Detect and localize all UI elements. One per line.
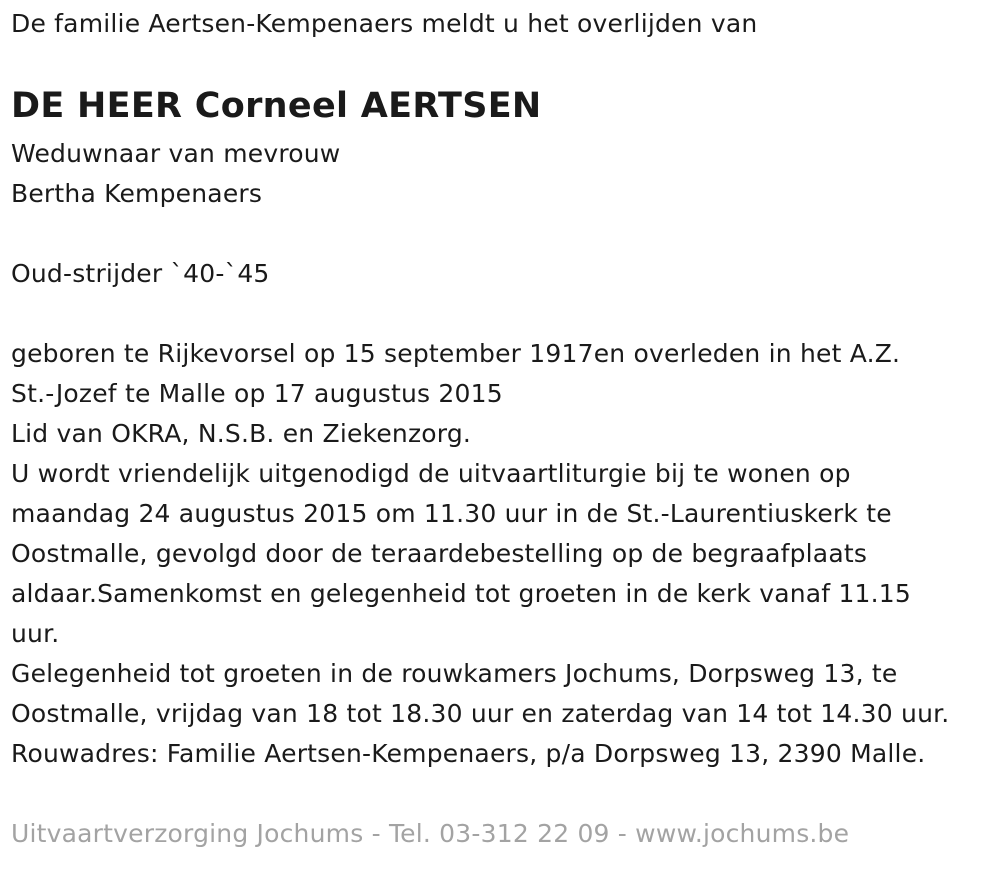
- body-line: Oostmalle, gevolgd door de teraardebestelling op de begraafplaats: [11, 539, 868, 568]
- mourning-address: Rouwadres: Familie Aertsen-Kempenaers, p/a Dorpsweg 13, 2390 Malle.: [11, 739, 926, 768]
- body-line: St.-Jozef te Malle op 17 augustus 2015: [11, 379, 503, 408]
- body-line: geboren te Rijkevorsel op 15 september 1917en overleden in het A.Z.: [11, 339, 901, 368]
- relation-line-1: Weduwnaar van mevrouw: [11, 139, 341, 168]
- relation-line-2: Bertha Kempenaers: [11, 179, 263, 208]
- deceased-name: DE HEER Corneel AERTSEN: [11, 86, 542, 126]
- body-line: Lid van OKRA, N.S.B. en Ziekenzorg.: [11, 419, 472, 448]
- body-line: maandag 24 augustus 2015 om 11.30 uur in de St.-Laurentiuskerk te: [11, 499, 892, 528]
- body-line: Gelegenheid tot groeten in de rouwkamers Jochums, Dorpsweg 13, te: [11, 659, 898, 688]
- body-line: uur.: [11, 619, 60, 648]
- body-line: U wordt vriendelijk uitgenodigd de uitvaartliturgie bij te wonen op: [11, 459, 851, 488]
- body-line: aldaar.Samenkomst en gelegenheid tot groeten in de kerk vanaf 11.15: [11, 579, 912, 608]
- veteran-title: Oud-strijder `40-`45: [11, 259, 270, 288]
- body-line: Oostmalle, vrijdag van 18 tot 18.30 uur en zaterdag van 14 tot 14.30 uur.: [11, 699, 950, 728]
- intro-text: De familie Aertsen-Kempenaers meldt u het overlijden van: [11, 9, 758, 38]
- funeral-home-footer: Uitvaartverzorging Jochums - Tel. 03-312 22 09 - www.jochums.be: [11, 819, 850, 848]
